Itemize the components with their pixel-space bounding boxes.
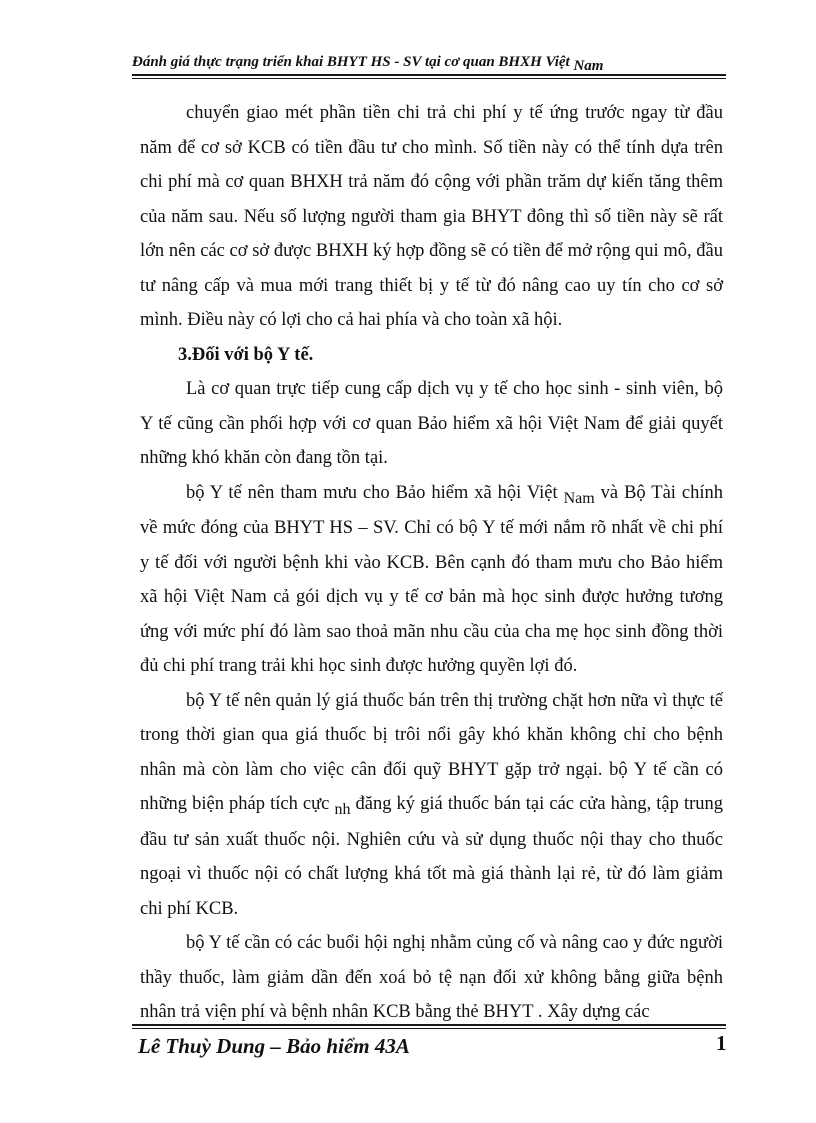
running-header [132, 50, 726, 76]
paragraph-3-part-b: và Bộ Tài chính về mức đóng của BHYT HS – SV. Chỉ có bộ Y tế mới nắm rõ nhất về chi phí y tế đối với người bệnh khi vào KCB. Bên cạnh đó tham mưu cho Bảo hiểm xã hội Việt Nam cả gói dịch vụ y tế cơ bản mà học sinh được hưởng tương ứng với mức phí đó làm sao thoả mãn nhu cầu của cha mẹ học sinh đồng thời đủ chi phí trang trải khi học sinh được hưởng quyền lợi đó. [140, 482, 723, 676]
footer-author: Lê Thuỳ Dung – Bảo hiểm 43A [138, 1034, 410, 1058]
paragraph-3-part-a: bộ Y tế nên tham mưu cho Bảo hiểm xã hội Việt [186, 482, 564, 503]
paragraph-3 [140, 476, 723, 684]
document-body [140, 96, 723, 1030]
header-title-subscript: Nam [573, 58, 604, 74]
paragraph-3-subscript: Nam [563, 489, 595, 507]
paragraph-1: chuyển giao mét phần tiền chi trả chi phí y tế ứng trước ngay từ đầu năm để cơ sở KCB có tiền đầu tư cho mình. Số tiền này có thể tính dựa trên chi phí mà cơ quan BHXH trả năm đó cộng với phần trăm dự kiến tăng thêm của năm sau. Nếu số lượng người tham gia BHYT đông thì số tiền này sẽ rất lớn nên các cơ sở được BHXH ký hợp đồng sẽ có tiền để mở rộng qui mô, đầu tư nâng cấp và mua mới trang thiết bị y tế từ đó nâng cao uy tín cho cơ sở mình. Điều này có lợi cho cả hai phía và cho toàn xã hội. [140, 103, 723, 330]
header-title: Đánh giá thực trạng triển khai BHYT HS - SV tại cơ quan BHXH Việt [132, 54, 574, 70]
section-heading: 3.Đối với bộ Y tế. [178, 344, 314, 365]
paragraph-4 [140, 684, 723, 927]
paragraph-5: bộ Y tế cần có các buổi hội nghị nhằm củng cố và nâng cao y đức người thầy thuốc, làm giảm dần đến xoá bỏ tệ nạn đối xử không bằng giữa bệnh nhân trả viện phí và bệnh nhân KCB bằng thẻ BHYT . Xây dựng các [140, 933, 723, 1022]
footer-divider [132, 1024, 726, 1026]
paragraph-2: Là cơ quan trực tiếp cung cấp dịch vụ y tế cho học sinh - sinh viên, bộ Y tế cũng cần phối hợp với cơ quan Bảo hiểm xã hội Việt Nam để giải quyết những khó khăn còn đang tồn tại. [140, 379, 723, 468]
page-number: 1 [716, 1031, 727, 1055]
footer-divider-thin [132, 1028, 726, 1029]
paragraph-4-subscript: nh [334, 801, 351, 818]
header-divider [132, 78, 726, 79]
paragraph-4-part-b: đăng ký giá thuốc bán tại các cửa hàng, tập trung đầu tư sản xuất thuốc nội. Nghiên cứu và sử dụng thuốc nội thay cho thuốc ngoại vì thuốc nội có chất lượng khá tốt mà giá thành lại rẻ, từ đó làm giảm chi phí KCB. [140, 794, 724, 919]
paragraph-4-part-a: bộ Y tế nên quản lý giá thuốc bán trên thị trường chặt hơn nữa vì thực tế trong thời gian qua giá thuốc bị trôi nổi gây khó khăn không chỉ cho bệnh nhân mà còn làm cho việc cân đối quỹ BHYT gặp trở ngại. bộ Y tế cần có những biện pháp tích cực [140, 690, 723, 814]
